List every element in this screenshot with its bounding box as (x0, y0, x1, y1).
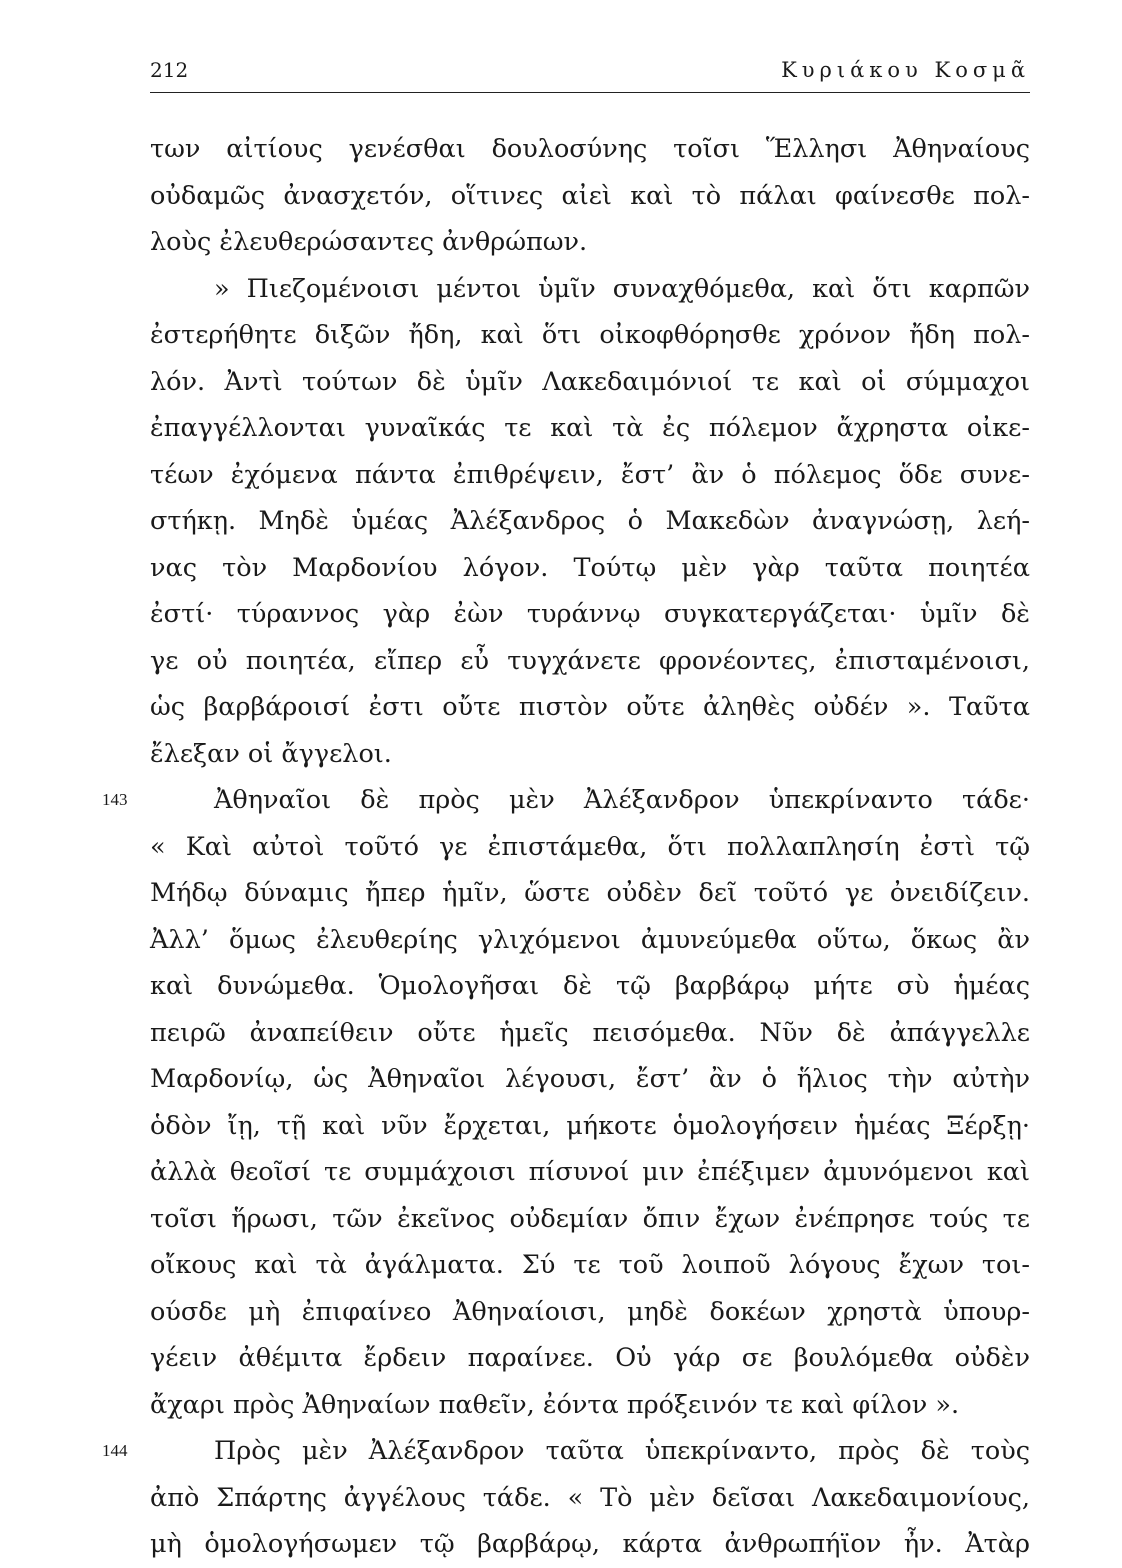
text-line: » Πιεζομένοισι μέντοι ὑμῖν συναχθόμεθα, καὶ ὅτι καρπῶν (214, 273, 1030, 304)
text-line: των αἰτίους γενέσθαι δουλοσύνης τοῖσι Ἕλλησι Ἀθηναίους (150, 134, 1030, 164)
text-line: Μαρδονίῳ, ὡς Ἀθηναῖοι λέγουσι, ἔστ’ ἂν ὁ ἥλιος τὴν αὐτὴν (150, 1064, 1030, 1094)
text-line: γε οὐ ποιητέα, εἴπερ εὖ τυγχάνετε φρονέοντες, ἐπισταμένοισι, (150, 645, 1030, 676)
text-line: ἐστί· τύραννος γὰρ ἐὼν τυράννῳ συγκατεργάζεται· ὑμῖν δὲ (150, 599, 1030, 629)
text-line-content: Πρὸς μὲν Ἀλέξανδρον ταῦτα ὑπεκρίναντο, πρὸς δὲ τοὺς (214, 1436, 1030, 1466)
text-line: τοῖσι ἥρωσι, τῶν ἐκεῖνος οὐδεμίαν ὄπιν ἔχων ἐνέπρησε τούς τε (150, 1203, 1030, 1234)
page-header (150, 58, 1030, 93)
section-number: 143 (102, 790, 128, 809)
text-line: ούσδε μὴ ἐπιφαίνεο Ἀθηναίοισι, μηδὲ δοκέων χρηστὰ ὑπουρ- (150, 1296, 1030, 1327)
text-line: ὡς βαρβάροισί ἐστι οὔτε πιστὸν οὔτε ἀληθὲς οὐδέν ». Ταῦτα (150, 692, 1030, 722)
text-line (102, 1428, 1030, 1475)
text-line: καὶ δυνώμεθα. Ὁμολογῆσαι δὲ τῷ βαρβάρῳ μήτε σὺ ἡμέας (150, 971, 1030, 1001)
page-body (102, 126, 1030, 1568)
text-line: οἴκους καὶ τὰ ἀγάλματα. Σύ τε τοῦ λοιποῦ λόγους ἔχων τοι- (150, 1250, 1030, 1280)
text-line: στήκῃ. Μηδὲ ὑμέας Ἀλέξανδρος ὁ Μακεδὼν ἀναγνώσῃ, λεή- (150, 506, 1030, 536)
running-title: Κυριάκου Κοσμᾶ (781, 58, 1030, 82)
text-line: πειρῶ ἀναπείθειν οὔτε ἡμεῖς πεισόμεθα. Νῦν δὲ ἀπάγγελλε (150, 1017, 1030, 1048)
text-line: Ἀλλ’ ὅμως ἐλευθερίης γλιχόμενοι ἀμυνεύμεθα οὕτω, ὅκως ἂν (150, 924, 1030, 955)
text-line: ὁδὸν ἴῃ, τῇ καὶ νῦν ἔρχεται, μήκοτε ὁμολογήσειν ἡμέας Ξέρξῃ· (150, 1110, 1030, 1141)
text-line: ἐπαγγέλλονται γυναῖκάς τε καὶ τὰ ἐς πόλεμον ἄχρηστα οἰκε- (150, 413, 1030, 443)
text-line: ἄχαρι πρὸς Ἀθηναίων παθεῖν, ἐόντα πρόξεινόν τε καὶ φίλον ». (150, 1389, 960, 1420)
text-line: ἀλλὰ θεοῖσί τε συμμάχοισι πίσυνοί μιν ἐπέξιμεν ἀμυνόμενοι καὶ (150, 1157, 1030, 1187)
text-line-content: Ἀθηναῖοι δὲ πρὸς μὲν Ἀλέξανδρον ὑπεκρίναντο τάδε· (214, 785, 1030, 815)
text-line: γέειν ἀθέμιτα ἔρδειν παραίνεε. Οὐ γάρ σε βουλόμεθα οὐδὲν (150, 1343, 1030, 1373)
section-number: 144 (102, 1441, 128, 1460)
text-line: λοὺς ἐλευθερώσαντες ἀνθρώπων. (150, 227, 588, 257)
page-number: 212 (150, 58, 189, 82)
text-line: νας τὸν Μαρδονίου λόγον. Τούτῳ μὲν γὰρ ταῦτα ποιητέα (150, 552, 1030, 583)
text-line (102, 777, 1030, 824)
text-line: ἔλεξαν οἱ ἄγγελοι. (150, 738, 392, 769)
text-line: ἀπὸ Σπάρτης ἀγγέλους τάδε. « Τὸ μὲν δεῖσαι Λακεδαιμονίους, (150, 1482, 1030, 1513)
text-line: Μήδῳ δύναμις ἤπερ ἡμῖν, ὥστε οὐδὲν δεῖ τοῦτό γε ὀνειδίζειν. (150, 878, 1030, 908)
text-line: οὐδαμῶς ἀνασχετόν, οἵτινες αἰεὶ καὶ τὸ πάλαι φαίνεσθε πολ- (150, 180, 1030, 211)
text-line: ἐστερήθητε διξῶν ἤδη, καὶ ὅτι οἰκοφθόρησθε χρόνον ἤδη πολ- (150, 320, 1030, 350)
text-line: λόν. Ἀντὶ τούτων δὲ ὑμῖν Λακεδαιμόνιοί τε καὶ οἱ σύμμαχοι (150, 366, 1030, 397)
text-line: τέων ἐχόμενα πάντα ἐπιθρέψειν, ἔστ’ ἂν ὁ πόλεμος ὅδε συνε- (150, 459, 1030, 490)
text-line: « Καὶ αὐτοὶ τοῦτό γε ἐπιστάμεθα, ὅτι πολλαπλησίη ἐστὶ τῷ (150, 831, 1030, 862)
text-line: μὴ ὁμολογήσωμεν τῷ βαρβάρῳ, κάρτα ἀνθρωπήϊον ἦν. Ἀτὰρ (150, 1529, 1030, 1559)
